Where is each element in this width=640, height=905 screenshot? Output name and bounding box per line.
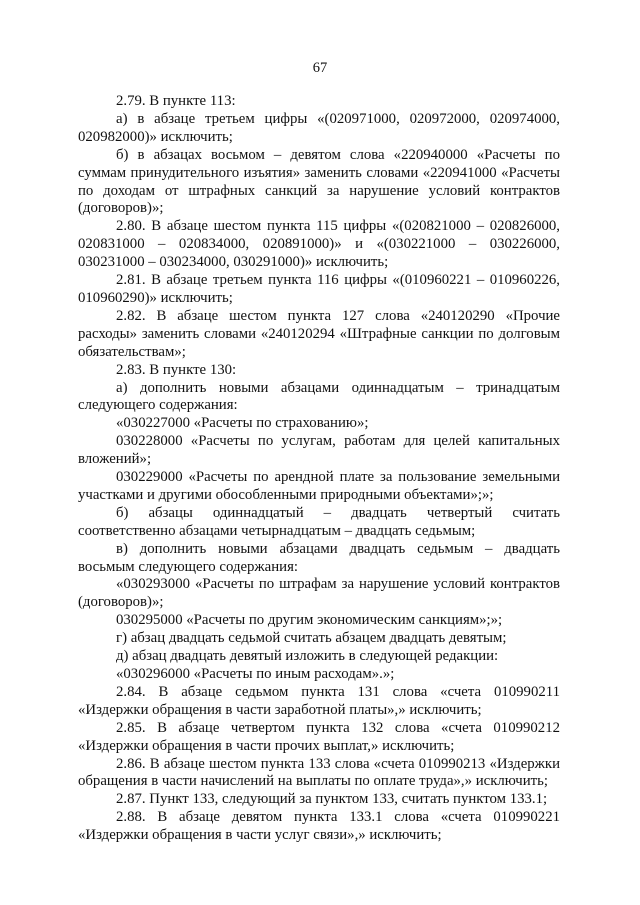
paragraph: 2.86. В абзаце шестом пункта 133 слова «счета 010990213 «Издержки обращения в части начислений на выплаты по оплате труда»,» исключить;	[78, 755, 560, 790]
paragraph: б) в абзацах восьмом – девятом слова «220940000 «Расчеты по суммам принудительного изъятия» заменить словами «220941000 «Расчеты по доходам от штрафных санкций за нарушение условий контрактов (договоров)»;	[78, 146, 560, 217]
paragraph: «030296000 «Расчеты по иным расходам».»;	[116, 666, 395, 682]
paragraph: 2.81. В абзаце третьем пункта 116 цифры «(010960221 – 010960226, 010960290)» исключить;	[78, 272, 560, 306]
paragraph: б) абзацы одиннадцатый – двадцать четвертый считать соответственно абзацами четырнадцатым – двадцать седьмым;	[78, 504, 560, 539]
paragraph: 2.82. В абзаце шестом пункта 127 слова «240120290 «Прочие расходы» заменить словами «240120294 «Штрафные санкции по долговым обязательствам»;	[78, 307, 560, 360]
document-body	[78, 93, 560, 845]
paragraph: а) в абзаце третьем цифры «(020971000, 020972000, 020974000, 020982000)» исключить;	[78, 110, 560, 145]
page-number: 67	[312, 60, 328, 76]
paragraph: 030295000 «Расчеты по другим экономическим санкциям»;»;	[116, 612, 503, 629]
paragraph: «030227000 «Расчеты по страхованию»;	[116, 415, 369, 432]
paragraph: д) абзац двадцать девятый изложить в следующей редакции:	[116, 648, 499, 665]
paragraph: 030229000 «Расчеты по арендной плате за пользование земельными участками и другими обособленными природными объектами»;»;	[78, 469, 560, 503]
paragraph: «030293000 «Расчеты по штрафам за нарушение условий контрактов (договоров)»;	[78, 576, 560, 611]
paragraph: а) дополнить новыми абзацами одиннадцатым – тринадцатым следующего содержания:	[78, 379, 560, 414]
paragraph: 2.80. В абзаце шестом пункта 115 цифры «(020821000 – 020826000, 020831000 – 020834000, 020891000)» и «(030221000 – 030226000, 030231000 – 030234000, 030291000)» исключить;	[78, 218, 560, 271]
paragraph: 2.88. В абзаце девятом пункта 133.1 слова «счета 010990221 «Издержки обращения в части услуг связи»,» исключить;	[78, 809, 560, 844]
paragraph: 2.85. В абзаце четвертом пункта 132 слова «счета 010990212 «Издержки обращения в части прочих выплат,» исключить;	[78, 719, 560, 754]
paragraph: 2.83. В пункте 130:	[116, 361, 237, 378]
paragraph: 030228000 «Расчеты по услугам, работам для целей капитальных вложений»;	[78, 433, 560, 468]
paragraph: 2.87. Пункт 133, следующий за пунктом 133, считать пунктом 133.1;	[116, 791, 548, 808]
paragraph: 2.84. В абзаце седьмом пункта 131 слова «счета 010990211 «Издержки обращения в части заработной платы»,» исключить;	[78, 683, 560, 718]
paragraph: 2.79. В пункте 113:	[116, 93, 236, 109]
paragraph: г) абзац двадцать седьмой считать абзацем двадцать девятым;	[116, 630, 507, 647]
paragraph: в) дополнить новыми абзацами двадцать седьмым – двадцать восьмым следующего содержания:	[78, 540, 560, 575]
